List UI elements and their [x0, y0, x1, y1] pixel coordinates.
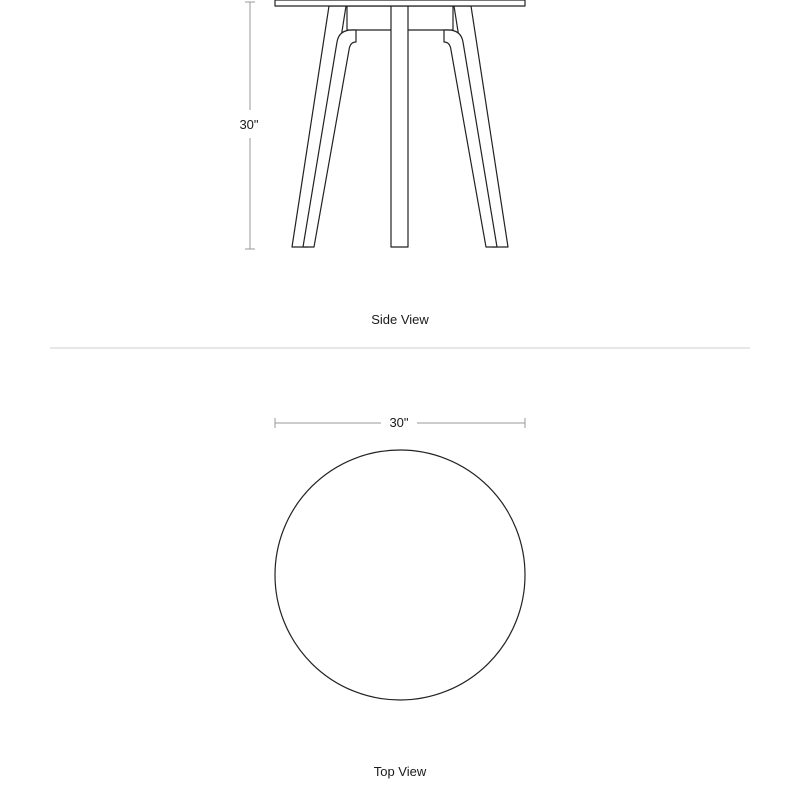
table-top-circle — [275, 450, 525, 700]
width-dimension-label: 30" — [389, 415, 409, 430]
top-view-caption: Top View — [373, 764, 427, 779]
table-top — [275, 0, 525, 6]
side-view — [239, 0, 525, 327]
table-leg-center — [391, 6, 408, 247]
side-view-caption: Side View — [371, 312, 429, 327]
side-view-table — [275, 0, 525, 247]
height-dimension — [239, 2, 258, 249]
top-view — [275, 415, 525, 779]
height-dimension-label: 30" — [239, 117, 259, 132]
width-dimension — [275, 415, 525, 430]
